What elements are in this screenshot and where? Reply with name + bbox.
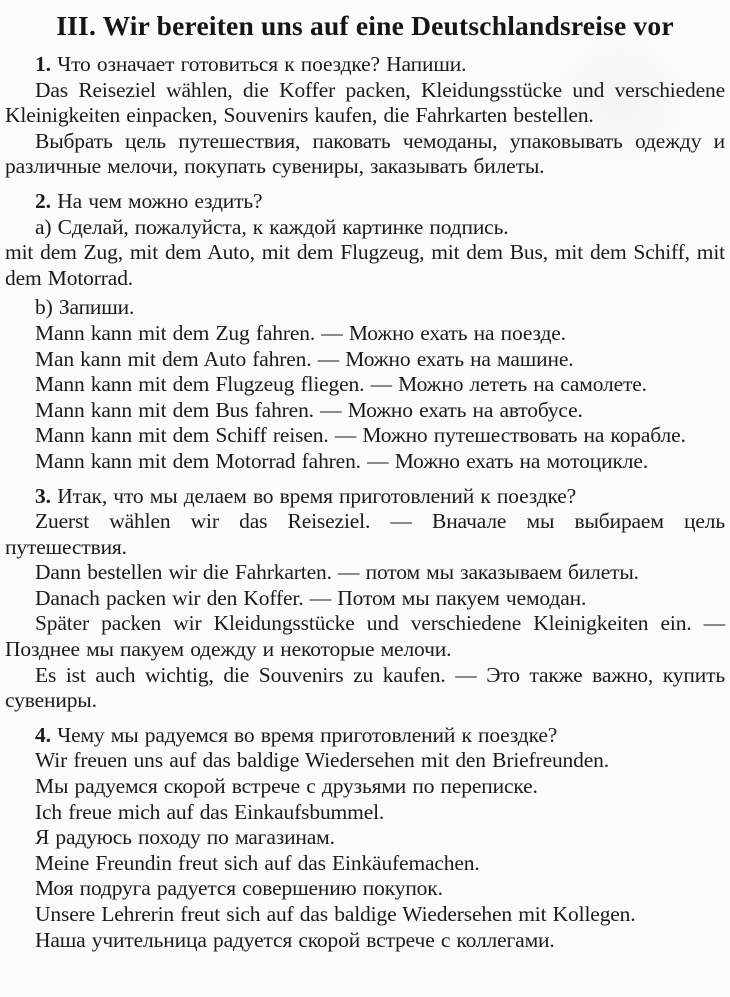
task-4-question: [5, 723, 725, 749]
task-4-line-wiedersehen-de: Wir freuen uns auf das baldige Wiedersehen mit den Briefreunden.: [35, 748, 609, 773]
task-2b-line-zug: Mann kann mit dem Zug fahren. — Можно ехать на поезде.: [35, 320, 566, 345]
task-2b-line-motorrad: Mann kann mit dem Motorrad fahren. — Можно ехать на мотоцикле.: [35, 448, 648, 473]
task-1-answer-russian: Выбрать цель путешествия, паковать чемоданы, упаковывать одежду и различные мелочи, покупать сувениры, заказывать билеты.: [5, 128, 725, 179]
task-3-line-reiseziel: Zuerst wählen wir das Reiseziel. — Вначале мы выбираем цель путешествия.: [5, 509, 725, 559]
task-4-question-text: Чему мы радуемся во время приготовлений к поездке?: [57, 722, 558, 747]
task-2b-instruction: b) Запиши.: [35, 295, 135, 320]
page-title: III. Wir bereiten uns auf eine Deutschlandsreise vor: [56, 10, 674, 41]
task-3-line-souvenirs: Es ist auch wichtig, die Souvenirs zu kaufen. — Это также важно, купить сувениры.: [5, 662, 725, 713]
task-2b-line-flugzeug: Mann kann mit dem Flugzeug fliegen. — Можно лететь на самолете.: [35, 372, 647, 397]
task-3-question-text: Итак, что мы делаем во время приготовлений к поездке?: [57, 483, 577, 508]
task-2-question-text: На чем можно ездить?: [57, 188, 263, 213]
task-2-number: 2.: [35, 188, 51, 213]
task-3-question: [5, 484, 725, 510]
task-1-answer-german: Das Reiseziel wählen, die Koffer packen, Kleidungsstücke und verschiedene Kleinigkeiten einpacken, Souvenirs kaufen, die Fahrkarten bestellen.: [5, 77, 725, 128]
task-4-line-wiedersehen-ru: Мы радуемся скорой встрече с друзьями по переписке.: [35, 774, 538, 799]
task-4-line-freundin-de: Meine Freundin freut sich auf das Einkäufemachen.: [35, 850, 480, 875]
task-2b-line-auto: Man kann mit dem Auto fahren. — Можно ехать на машине.: [35, 346, 574, 371]
task-3-line-kleidungsstuecke: Später packen wir Kleidungsstücke und verschiedene Kleinigkeiten ein. — Позднее мы пакуем одежду и некоторые мелочи.: [5, 611, 725, 662]
task-4-line-lehrerin-de: Unsere Lehrerin freut sich auf das baldige Wiedersehen mit Kollegen.: [35, 902, 636, 926]
task-2a-instruction: а) Сделай, пожалуйста, к каждой картинке подпись.: [35, 214, 509, 239]
task-4-line-freundin-ru: Моя подруга радуется совершению покупок.: [35, 876, 443, 901]
task-4-number: 4.: [35, 722, 51, 747]
task-3-line-koffer: Danach packen wir den Koffer. — Потом мы пакуем чемодан.: [35, 585, 587, 610]
task-3-number: 3.: [35, 483, 51, 508]
task-2b-line-bus: Mann kann mit dem Bus fahren. — Можно ехать на автобусе.: [35, 397, 583, 422]
task-1-question: [5, 52, 725, 78]
task-1-number: 1.: [35, 52, 51, 76]
task-2b-line-schiff: Mann kann mit dem Schiff reisen. — Можно путешествовать на корабле.: [35, 423, 686, 448]
task-3-line-fahrkarten: Dann bestellen wir die Fahrkarten. — потом мы заказываем билеты.: [35, 560, 639, 585]
task-4-line-einkaufsbummel-de: Ich freue mich auf das Einkaufsbummel.: [35, 799, 385, 824]
task-4-line-lehrerin-ru: Наша учительница радуется скорой встрече с коллегами.: [35, 927, 555, 952]
task-2-question: [5, 189, 725, 215]
task-1-question-text: Что означает готовиться к поездке? Напиши.: [57, 52, 467, 76]
task-2a-captions: mit dem Zug, mit dem Auto, mit dem Flugzeug, mit dem Bus, mit dem Schiff, mit dem Motorrad.: [5, 240, 725, 290]
task-4-line-einkaufsbummel-ru: Я радуюсь походу по магазинам.: [35, 825, 335, 850]
